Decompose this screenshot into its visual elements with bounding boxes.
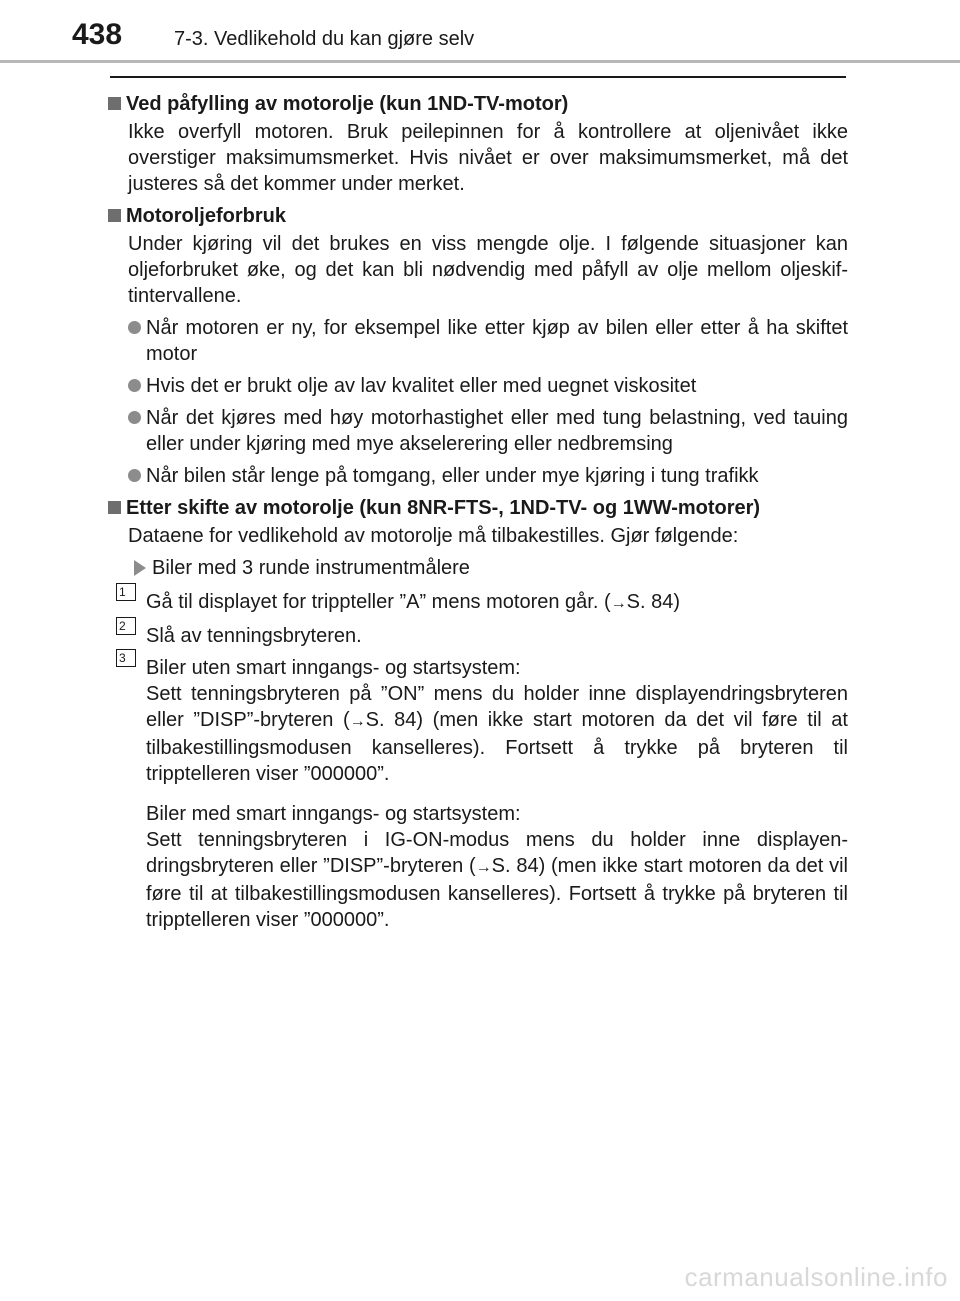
step-instruction: Sett tenningsbryteren på ”ON” mens du holder inne displayendringsbryteren eller ”DISP”-bryteren (→S. 84) (men ikke start motoren da det vil føre til at tilbakestillingsmodusen kanselleres). Fortsett å trykke på bryteren til tripptelleren viser ”000000”. bbox=[146, 683, 848, 785]
arrow-right-icon: → bbox=[610, 595, 627, 612]
step-number-badge: 3 bbox=[116, 649, 136, 667]
page-content bbox=[108, 91, 848, 933]
step-condition: Biler uten smart inngangs- og startsystem: bbox=[146, 657, 521, 679]
circle-bullet-icon bbox=[128, 321, 141, 334]
square-bullet-icon bbox=[108, 501, 121, 514]
list-item: Hvis det er brukt olje av lav kvalitet eller med uegnet viskositet bbox=[108, 373, 848, 399]
step-instruction: Sett tenningsbryteren i IG-ON-modus mens du holder inne displayendringsbryteren eller ”DISP”-bryteren (→S. 84) (men ikke start motoren da det vil føre til at tilbakestillingsmodusen kanselleres). Fortsett å trykke på bryteren til tripptelleren viser ”000000”. bbox=[146, 829, 848, 931]
section-paragraph: Dataene for vedlikehold av motorolje må tilbakestilles. Gjør følgende: bbox=[128, 525, 739, 547]
section-heading: Motoroljeforbruk bbox=[108, 203, 848, 229]
section-paragraph: Under kjøring vil det brukes en viss mengde olje. I følgende situasjoner kan oljeforbruket øke, og det kan bli nødvendig med påfyll av olje mellom oljeskiftintervallene. bbox=[128, 233, 848, 307]
page-reference: S. 84) bbox=[626, 591, 680, 613]
section-heading: Ved påfylling av motorolje (kun 1ND-TV-motor) bbox=[108, 91, 848, 117]
section-heading: Etter skifte av motorolje (kun 8NR-FTS-, 1ND-TV- og 1WW-motorer) bbox=[108, 495, 848, 521]
page-number: 438 bbox=[72, 18, 123, 51]
section-paragraph: Ikke overfyll motoren. Bruk peilepinnen for å kontrollere at oljenivået ikke overstiger maksimumsmerket. Hvis nivået er over maksimumsmerket, må det justeres så det kommer under merket. bbox=[128, 121, 848, 195]
watermark: carmanualsonline.info bbox=[684, 1262, 948, 1292]
step-item: 2 Slå av tenningsbryteren. bbox=[108, 623, 848, 649]
arrow-right-icon: → bbox=[349, 713, 366, 730]
step-condition: Biler med smart inngangs- og startsystem: bbox=[146, 803, 521, 825]
step-item bbox=[108, 651, 848, 787]
circle-bullet-icon bbox=[128, 379, 141, 392]
triangle-marker-icon bbox=[134, 560, 146, 576]
chapter-title: 7-3. Vedlikehold du kan gjøre selv bbox=[174, 28, 475, 50]
arrow-right-icon: → bbox=[475, 859, 492, 876]
step-item: 1 Gå til displayet for trippteller ”A” mens motoren går. (→S. 84) bbox=[108, 589, 848, 617]
square-bullet-icon bbox=[108, 97, 121, 110]
list-item: Når bilen står lenge på tomgang, eller under mye kjøring i tung trafikk bbox=[108, 463, 848, 489]
circle-bullet-icon bbox=[128, 411, 141, 424]
page-header bbox=[0, 0, 960, 80]
list-item: Når motoren er ny, for eksempel like etter kjøp av bilen eller etter å ha skiftet motor bbox=[108, 315, 848, 367]
step-number-badge: 1 bbox=[116, 583, 136, 601]
header-divider bbox=[0, 60, 960, 63]
list-item: Når det kjøres med høy motorhastighet eller med tung belastning, ved tauing eller under kjøring med mye akselerering eller nedbremsing bbox=[108, 405, 848, 457]
square-bullet-icon bbox=[108, 209, 121, 222]
step-alternative bbox=[146, 801, 848, 933]
condition-subheading: Biler med 3 runde instrumentmålere bbox=[108, 555, 848, 581]
content-top-rule bbox=[110, 76, 846, 78]
circle-bullet-icon bbox=[128, 469, 141, 482]
step-number-badge: 2 bbox=[116, 617, 136, 635]
